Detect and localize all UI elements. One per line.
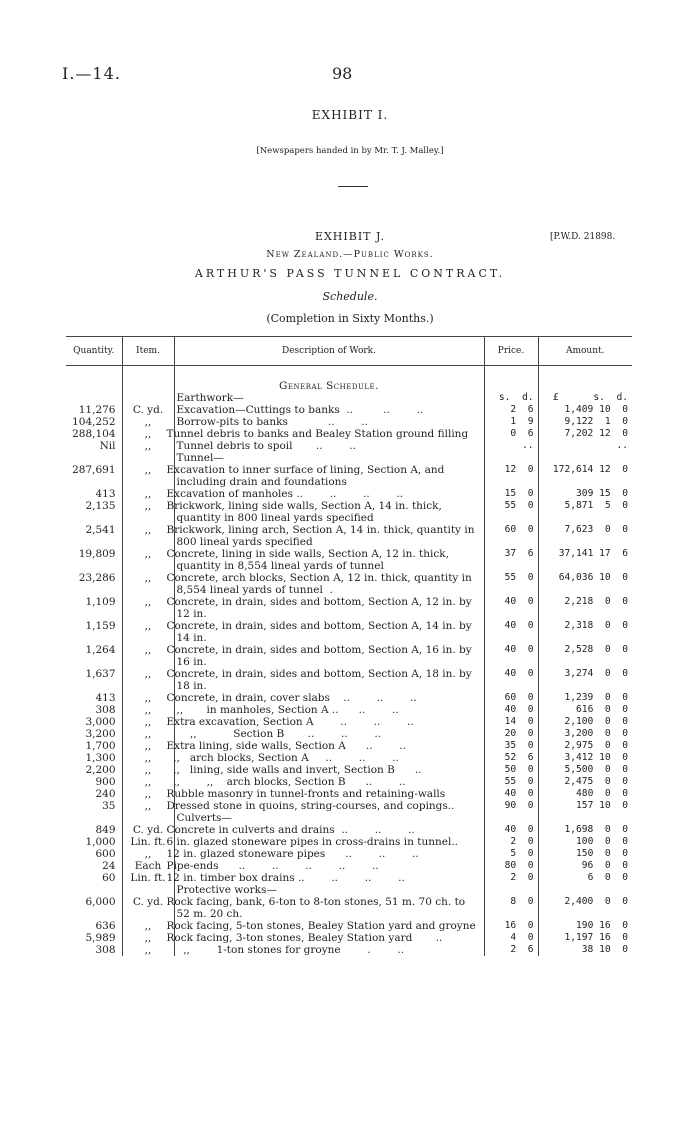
description-cell: Concrete, in drain, sides and bottom, Section A, 16 in. by 16 in. <box>174 644 484 668</box>
price-cell: 60 0 <box>484 692 538 704</box>
table-row <box>66 524 632 548</box>
item-cell: Lin. ft. <box>122 872 174 884</box>
description-cell: Tunnel debris to banks and Bealey Station ground filling <box>174 428 484 440</box>
item-cell: ,, <box>122 572 174 596</box>
price-cell: 15 0 <box>484 488 538 500</box>
quantity-cell: 5,989 <box>85 932 116 944</box>
price-cell: 1 9 <box>484 416 538 428</box>
item-cell: ,, <box>122 488 174 500</box>
item-cell <box>122 884 174 896</box>
item-cell: Each <box>122 860 174 872</box>
price-cell: 0 6 <box>484 428 538 440</box>
table-row <box>66 452 632 464</box>
table-row <box>66 488 632 500</box>
price-cell: 37 6 <box>484 548 538 572</box>
item-cell: C. yd. <box>122 404 174 416</box>
quantity-cell: 11,276 <box>78 404 116 416</box>
general-schedule-row <box>66 380 632 392</box>
amount-cell: 3,274 0 0 <box>538 668 632 692</box>
amount-cell: 38 10 0 <box>538 944 632 956</box>
quantity-cell: 19,809 <box>78 548 116 560</box>
quantity-cell: 35 <box>102 800 116 812</box>
price-cell <box>484 452 538 464</box>
table-row <box>66 896 632 920</box>
amount-cell: 7,202 12 0 <box>538 428 632 440</box>
item-cell: ,, <box>122 776 174 788</box>
spacer-row <box>66 366 632 381</box>
completion-note: (Completion in Sixty Months.) <box>266 312 434 325</box>
item-cell: C. yd. <box>122 896 174 920</box>
table-row <box>66 800 632 812</box>
amount-cell: 64,036 10 0 <box>538 572 632 596</box>
quantity-cell: 900 <box>95 776 116 788</box>
header-item: Item. <box>122 337 174 366</box>
amount-cell: .. <box>538 440 632 452</box>
quantity-cell: 24 <box>102 860 116 872</box>
price-cell: 2 6 <box>484 404 538 416</box>
item-cell: ,, <box>122 728 174 740</box>
description-cell: ,, lining, side walls and invert, Section B .. <box>174 764 484 776</box>
quantity-cell: 2,135 <box>85 500 116 512</box>
amount-cell: 2,318 0 0 <box>538 620 632 644</box>
price-cell: 60 0 <box>484 524 538 548</box>
amount-cell: 1,409 10 0 <box>538 404 632 416</box>
amount-cell: 5,500 0 0 <box>538 764 632 776</box>
amount-cell: 157 10 0 <box>538 800 632 812</box>
amount-cell: 2,400 0 0 <box>538 896 632 920</box>
quantity-cell: 636 <box>95 920 116 932</box>
quantity-cell: 287,691 <box>72 464 116 476</box>
table-row <box>66 848 632 860</box>
price-cell: 40 0 <box>484 644 538 668</box>
item-cell: ,, <box>122 704 174 716</box>
description-cell: Excavation to inner surface of lining, Section A, and including drain and foundations <box>174 464 484 488</box>
item-cell: ,, <box>122 716 174 728</box>
document-reference: I.—14. <box>62 64 121 83</box>
amount-cell: 3,412 10 0 <box>538 752 632 764</box>
price-cell: 16 0 <box>484 920 538 932</box>
quantity-cell: 413 <box>95 488 116 500</box>
amount-cell: 1,698 0 0 <box>538 824 632 836</box>
amount-cell: 96 0 0 <box>538 860 632 872</box>
description-cell: ,, ,, arch blocks, Section B .. .. <box>174 776 484 788</box>
amount-cell: 190 16 0 <box>538 920 632 932</box>
amount-cell: 5,871 5 0 <box>538 500 632 524</box>
table-row <box>66 704 632 716</box>
table-row <box>66 428 632 440</box>
price-cell: 55 0 <box>484 776 538 788</box>
table-row <box>66 392 632 404</box>
description-cell: Rubble masonry in tunnel-fronts and retaining-walls <box>174 788 484 800</box>
description-cell: Concrete, in drain, sides and bottom, Section A, 14 in. by 14 in. <box>174 620 484 644</box>
item-cell: ,, <box>122 668 174 692</box>
table-row <box>66 740 632 752</box>
section-divider <box>338 186 368 187</box>
item-cell: ,, <box>122 932 174 944</box>
description-cell: 12 in. glazed stoneware pipes .. .. .. <box>174 848 484 860</box>
quantity-cell: Nil <box>99 440 116 452</box>
price-cell: 40 0 <box>484 668 538 692</box>
table-row <box>66 752 632 764</box>
general-schedule-heading: General Schedule. <box>174 380 484 392</box>
amount-cell: 7,623 0 0 <box>538 524 632 548</box>
amount-cell: 1,197 16 0 <box>538 932 632 944</box>
item-cell: ,, <box>122 764 174 776</box>
amount-cell: 2,475 0 0 <box>538 776 632 788</box>
item-cell: ,, <box>122 788 174 800</box>
quantity-cell: 1,637 <box>85 668 116 680</box>
header-amount: Amount. <box>538 337 632 366</box>
item-cell: ,, <box>122 800 174 812</box>
quantity-cell: 1,264 <box>85 644 116 656</box>
price-cell: 50 0 <box>484 764 538 776</box>
description-cell: Rock facing, 3-ton stones, Bealey Station yard .. <box>174 932 484 944</box>
description-cell: Culverts— <box>174 812 484 824</box>
table-row <box>66 596 632 620</box>
header-quantity: Quantity. <box>66 337 122 366</box>
table-row <box>66 572 632 596</box>
header-description: Description of Work. <box>174 337 484 366</box>
amount-cell: 2,528 0 0 <box>538 644 632 668</box>
price-cell: 8 0 <box>484 896 538 920</box>
amount-cell <box>538 812 632 824</box>
quantity-cell: 1,300 <box>85 752 116 764</box>
item-cell: ,, <box>122 644 174 668</box>
header-price: Price. <box>484 337 538 366</box>
amount-cell: 616 0 0 <box>538 704 632 716</box>
item-cell: Lin. ft. <box>122 836 174 848</box>
table-row <box>66 860 632 872</box>
description-cell: ,, in manholes, Section A .. .. .. <box>174 704 484 716</box>
price-cell: 52 6 <box>484 752 538 764</box>
table-row <box>66 764 632 776</box>
item-cell: ,, <box>122 596 174 620</box>
item-cell: ,, <box>122 848 174 860</box>
table-row <box>66 464 632 488</box>
price-cell: 40 0 <box>484 704 538 716</box>
price-cell: 2 6 <box>484 944 538 956</box>
description-cell: Earthwork— <box>174 392 484 404</box>
description-cell: Concrete, in drain, sides and bottom, Section A, 18 in. by 18 in. <box>174 668 484 692</box>
quantity-cell: 600 <box>95 848 116 860</box>
quantity-cell: 3,200 <box>85 728 116 740</box>
item-cell <box>122 452 174 464</box>
item-cell: ,, <box>122 920 174 932</box>
exhibit-i-note: [Newspapers handed in by Mr. T. J. Malley.] <box>256 146 444 156</box>
exhibit-j-title: EXHIBIT J. <box>314 230 386 243</box>
quantity-cell: 308 <box>95 944 116 956</box>
quantity-cell <box>66 884 122 896</box>
item-cell <box>122 812 174 824</box>
item-cell: ,, <box>122 620 174 644</box>
amount-cell: 1,239 0 0 <box>538 692 632 704</box>
table-row <box>66 836 632 848</box>
table-row <box>66 620 632 644</box>
description-cell: Rock facing, bank, 6-ton to 8-ton stones, 51 m. 70 ch. to 52 m. 20 ch. <box>174 896 484 920</box>
quantity-cell: 60 <box>102 872 116 884</box>
table-row <box>66 812 632 824</box>
item-cell: ,, <box>122 464 174 488</box>
page-number: 98 <box>332 64 353 83</box>
amount-cell: 309 15 0 <box>538 488 632 500</box>
quantity-cell: 6,000 <box>85 896 116 908</box>
table-row <box>66 668 632 692</box>
table-row <box>66 776 632 788</box>
item-cell: ,, <box>122 692 174 704</box>
item-cell: ,, <box>122 500 174 524</box>
amount-cell <box>538 884 632 896</box>
table-row <box>66 788 632 800</box>
item-cell: ,, <box>122 752 174 764</box>
amount-cell: 37,141 17 6 <box>538 548 632 572</box>
table-row <box>66 884 632 896</box>
table-header-row <box>66 337 632 366</box>
price-cell: 40 0 <box>484 596 538 620</box>
amount-cell: 172,614 12 0 <box>538 464 632 488</box>
price-cell: 12 0 <box>484 464 538 488</box>
amount-cell: 2,975 0 0 <box>538 740 632 752</box>
amount-cell: £ s. d. <box>538 392 632 404</box>
description-cell: Tunnel debris to spoil .. .. <box>174 440 484 452</box>
table-row <box>66 416 632 428</box>
amount-cell: 100 0 0 <box>538 836 632 848</box>
price-cell: 20 0 <box>484 728 538 740</box>
quantity-cell: 240 <box>95 788 116 800</box>
price-cell: 55 0 <box>484 500 538 524</box>
quantity-cell: 1,000 <box>85 836 116 848</box>
quantity-cell: 104,252 <box>72 416 116 428</box>
quantity-cell: 1,700 <box>85 740 116 752</box>
description-cell: Concrete, arch blocks, Section A, 12 in. thick, quantity in 8,554 lineal yards of tunnel . <box>174 572 484 596</box>
item-cell <box>122 392 174 404</box>
price-cell: 2 0 <box>484 872 538 884</box>
amount-cell: 480 0 0 <box>538 788 632 800</box>
department-line: New Zealand.—Public Works. <box>266 249 434 260</box>
description-cell: Concrete, lining in side walls, Section A, 12 in. thick, quantity in 8,554 lineal yards of tunnel <box>174 548 484 572</box>
table-row <box>66 824 632 836</box>
amount-cell <box>538 452 632 464</box>
description-cell: Concrete, in drain, cover slabs .. .. .. <box>174 692 484 704</box>
item-cell: ,, <box>122 548 174 572</box>
price-cell: .. <box>484 440 538 452</box>
description-cell: Brickwork, lining side walls, Section A, 14 in. thick, quantity in 800 lineal yards specified <box>174 500 484 524</box>
schedule-label: Schedule. <box>322 290 378 303</box>
description-cell: Concrete in culverts and drains .. .. .. <box>174 824 484 836</box>
table-row <box>66 932 632 944</box>
quantity-cell: 2,541 <box>85 524 116 536</box>
description-cell: ,, 1-ton stones for groyne . .. <box>174 944 484 956</box>
contract-title: ARTHUR'S PASS TUNNEL CONTRACT. <box>194 267 506 280</box>
schedule-table <box>66 336 632 956</box>
price-cell: 55 0 <box>484 572 538 596</box>
table-row <box>66 872 632 884</box>
item-cell: ,, <box>122 416 174 428</box>
description-cell: Tunnel— <box>174 452 484 464</box>
price-cell: 35 0 <box>484 740 538 752</box>
table-row <box>66 644 632 668</box>
table-row <box>66 728 632 740</box>
price-cell: 40 0 <box>484 620 538 644</box>
table-row <box>66 500 632 524</box>
table-row <box>66 692 632 704</box>
table-row <box>66 548 632 572</box>
description-cell: Borrow-pits to banks .. .. <box>174 416 484 428</box>
description-cell: Concrete, in drain, sides and bottom, Section A, 12 in. by 12 in. <box>174 596 484 620</box>
exhibit-i-title: EXHIBIT I. <box>311 108 389 122</box>
description-cell: Excavation—Cuttings to banks .. .. .. <box>174 404 484 416</box>
amount-cell: 2,218 0 0 <box>538 596 632 620</box>
description-cell: Extra excavation, Section A .. .. .. <box>174 716 484 728</box>
item-cell: ,, <box>122 740 174 752</box>
quantity-cell: 3,000 <box>85 716 116 728</box>
table-row <box>66 944 632 956</box>
amount-cell: 3,200 0 0 <box>538 728 632 740</box>
item-cell: C. yd. <box>122 824 174 836</box>
quantity-cell: 23,286 <box>78 572 116 584</box>
item-cell: ,, <box>122 440 174 452</box>
quantity-cell: 413 <box>95 692 116 704</box>
quantity-cell: 849 <box>95 824 116 836</box>
table-row <box>66 440 632 452</box>
item-cell: ,, <box>122 524 174 548</box>
table-row <box>66 716 632 728</box>
description-cell: 12 in. timber box drains .. .. .. .. <box>174 872 484 884</box>
table-row <box>66 920 632 932</box>
item-cell: ,, <box>122 944 174 956</box>
description-cell: Pipe-ends .. .. .. .. .. <box>174 860 484 872</box>
description-cell: Protective works— <box>174 884 484 896</box>
pwd-reference: [P.W.D. 21898. <box>550 232 616 242</box>
table-row <box>66 404 632 416</box>
quantity-cell <box>66 392 122 404</box>
price-cell: 5 0 <box>484 848 538 860</box>
quantity-cell <box>66 452 122 464</box>
price-cell: 14 0 <box>484 716 538 728</box>
price-cell: 40 0 <box>484 824 538 836</box>
description-cell: Dressed stone in quoins, string-courses, and copings.. <box>174 800 484 812</box>
description-cell: ,, Section B .. .. .. <box>174 728 484 740</box>
price-cell: 2 0 <box>484 836 538 848</box>
price-cell: 90 0 <box>484 800 538 812</box>
price-cell: 4 0 <box>484 932 538 944</box>
description-cell: ,, arch blocks, Section A .. .. .. <box>174 752 484 764</box>
amount-cell: 2,100 0 0 <box>538 716 632 728</box>
quantity-cell: 1,159 <box>85 620 116 632</box>
amount-cell: 6 0 0 <box>538 872 632 884</box>
description-cell: Brickwork, lining arch, Section A, 14 in. thick, quantity in 800 lineal yards specified <box>174 524 484 548</box>
price-cell <box>484 884 538 896</box>
description-cell: Excavation of manholes .. .. .. .. <box>174 488 484 500</box>
price-cell: s. d. <box>484 392 538 404</box>
item-cell: ,, <box>122 428 174 440</box>
price-cell <box>484 812 538 824</box>
description-cell: Rock facing, 5-ton stones, Bealey Station yard and groyne <box>174 920 484 932</box>
quantity-cell: 288,104 <box>72 428 116 440</box>
price-cell: 40 0 <box>484 788 538 800</box>
amount-cell: 150 0 0 <box>538 848 632 860</box>
quantity-cell <box>66 812 122 824</box>
price-cell: 80 0 <box>484 860 538 872</box>
quantity-cell: 308 <box>95 704 116 716</box>
description-cell: Extra lining, side walls, Section A .. .. <box>174 740 484 752</box>
amount-cell: 9,122 1 0 <box>538 416 632 428</box>
quantity-cell: 1,109 <box>85 596 116 608</box>
description-cell: 6 in. glazed stoneware pipes in cross-drains in tunnel.. <box>174 836 484 848</box>
quantity-cell: 2,200 <box>85 764 116 776</box>
